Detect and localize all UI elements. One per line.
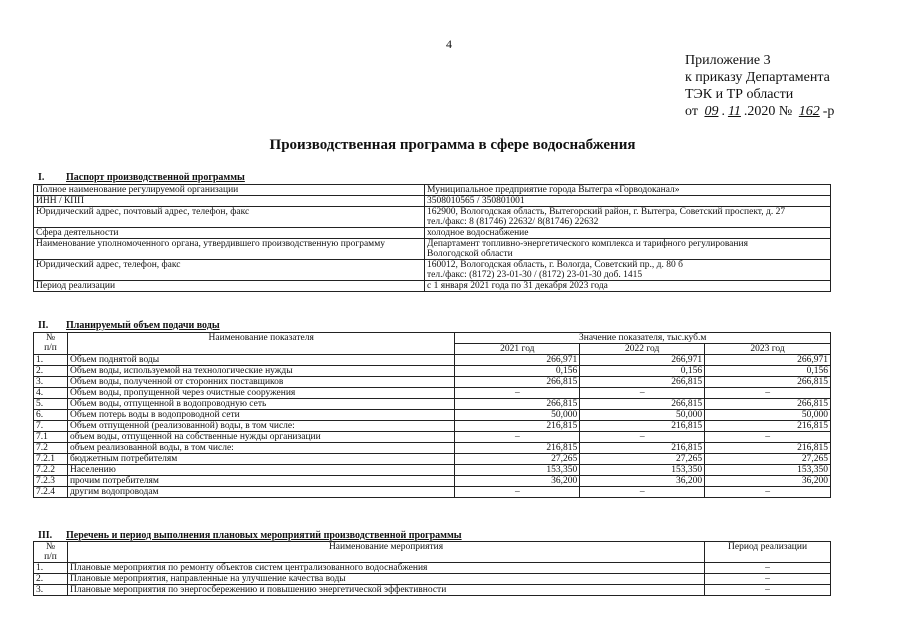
date-month: 11 [727, 104, 741, 119]
table-row [34, 585, 831, 596]
passport-table [33, 184, 831, 292]
row-name: Плановые мероприятия, направленные на улучшение качества воды [67, 574, 704, 585]
row-value: 153,350 [580, 465, 705, 476]
row-value: 266,971 [455, 355, 580, 366]
passport-value [425, 281, 831, 292]
table-row [34, 421, 831, 432]
row-value: – [705, 388, 831, 399]
passport-value-line2: тел./факс: (8172) 23-01-30 / (8172) 23-01-30 доб. 1415 [427, 270, 643, 280]
row-name: прочим потребителям [67, 476, 454, 487]
passport-value-line: 3508010565 / 350801001 [427, 196, 525, 206]
table-row [34, 410, 831, 421]
row-value: 0,156 [705, 366, 831, 377]
passport-value-line: 160012, Вологодская область, г. Вологда, Советский пр., д. 80 б [427, 260, 683, 270]
row-name: другим водопроводам [67, 487, 454, 498]
row-value: 0,156 [455, 366, 580, 377]
table-row [34, 207, 831, 228]
row-value: 266,815 [580, 399, 705, 410]
passport-label: Период реализации [34, 281, 425, 292]
row-value: 216,815 [705, 421, 831, 432]
section2-number: II. [38, 320, 49, 331]
row-number: 3. [34, 377, 68, 388]
row-name: бюджетным потребителям [67, 454, 454, 465]
passport-value [425, 185, 831, 196]
row-value: – [580, 487, 705, 498]
row-value: – [705, 432, 831, 443]
row-value: 27,265 [580, 454, 705, 465]
table-header-row [34, 542, 831, 563]
row-name: Плановые мероприятия по ремонту объектов систем централизованного водоснабжения [67, 563, 704, 574]
row-value: – [705, 487, 831, 498]
table-row [34, 366, 831, 377]
row-value: 216,815 [580, 421, 705, 432]
table-row [34, 388, 831, 399]
order-suffix: -р [822, 104, 835, 119]
table-row [34, 228, 831, 239]
row-value: 36,200 [455, 476, 580, 487]
row-value: 216,815 [580, 443, 705, 454]
row-value: 50,000 [705, 410, 831, 421]
table-header-row [34, 333, 831, 344]
passport-value-line: Департамент топливно-энергетического комплекса и тарифного регулирования [427, 239, 748, 249]
table-row [34, 432, 831, 443]
col-num-header: № п/п [34, 333, 68, 355]
measures-table [33, 541, 831, 596]
row-value: 27,265 [455, 454, 580, 465]
section3-heading [38, 530, 462, 541]
row-value: 266,971 [580, 355, 705, 366]
passport-value-line2: тел./факс: 8 (81746) 22632/ 8(81746) 22632 [427, 217, 599, 227]
table-row [34, 443, 831, 454]
row-name: объем реализованной воды, в том числе: [67, 443, 454, 454]
row-value: 266,815 [580, 377, 705, 388]
passport-value [425, 207, 831, 228]
row-name: Объем потерь воды в водопроводной сети [67, 410, 454, 421]
passport-label: Полное наименование регулируемой организации [34, 185, 425, 196]
order-number: 162 [798, 104, 820, 119]
passport-label: ИНН / КПП [34, 196, 425, 207]
row-value: 216,815 [455, 443, 580, 454]
passport-label: Наименование уполномоченного органа, утвердившего производственную программу [34, 239, 425, 260]
row-number: 3. [34, 585, 68, 596]
row-value: 50,000 [455, 410, 580, 421]
row-value: 216,815 [455, 421, 580, 432]
section3-title: Перечень и период выполнения плановых мероприятий производственной программы [66, 530, 462, 541]
table-row [34, 260, 831, 281]
col-num-header: № п/п [34, 542, 68, 563]
table-row [34, 185, 831, 196]
row-name: Объем поднятой воды [67, 355, 454, 366]
document-title: Производственная программа в сфере водоснабжения [269, 137, 636, 153]
appendix-line2: к приказу Департамента [685, 70, 830, 85]
table-row [34, 281, 831, 292]
passport-value [425, 239, 831, 260]
row-name: Объем воды, полученной от сторонних поставщиков [67, 377, 454, 388]
row-number: 2. [34, 574, 68, 585]
table-row [34, 196, 831, 207]
passport-value-line: 162900, Вологодская область, Вытегорский район, г. Вытегра, Советский проспект, д. 27 [427, 207, 786, 217]
row-value: 0,156 [580, 366, 705, 377]
passport-label: Сфера деятельности [34, 228, 425, 239]
row-name: Плановые мероприятия по энергосбережению и повышению энергетической эффективности [67, 585, 704, 596]
passport-value [425, 260, 831, 281]
table-row [34, 399, 831, 410]
row-value: 153,350 [705, 465, 831, 476]
row-value: 266,815 [705, 377, 831, 388]
passport-label: Юридический адрес, почтовый адрес, телефон, факс [34, 207, 425, 228]
passport-value [425, 196, 831, 207]
section2-title: Планируемый объем подачи воды [66, 320, 220, 331]
year-header: 2021 год [455, 344, 580, 355]
row-value: 36,200 [705, 476, 831, 487]
passport-value [425, 228, 831, 239]
appendix-date-line: от 09 . 11 .2020 № 162 -р [685, 104, 835, 119]
row-value: 266,815 [705, 399, 831, 410]
row-number: 2. [34, 366, 68, 377]
page-number: 4 [446, 37, 452, 51]
row-value: – [455, 487, 580, 498]
year-header: 2023 год [705, 344, 831, 355]
row-number: 5. [34, 399, 68, 410]
row-value: – [580, 432, 705, 443]
date-year: .2020 № [743, 104, 793, 119]
row-number: 6. [34, 410, 68, 421]
row-value: 266,815 [455, 377, 580, 388]
table-row [34, 377, 831, 388]
row-value: 266,971 [705, 355, 831, 366]
table-row [34, 563, 831, 574]
row-number: 7.1 [34, 432, 68, 443]
row-number: 4. [34, 388, 68, 399]
row-number: 1. [34, 563, 68, 574]
table-row [34, 487, 831, 498]
table-row [34, 355, 831, 366]
row-number: 7.2 [34, 443, 68, 454]
row-period: – [705, 574, 831, 585]
col-period-header: Период реализации [705, 542, 831, 563]
table-row [34, 574, 831, 585]
table-row [34, 454, 831, 465]
passport-value-line: с 1 января 2021 года по 31 декабря 2023 года [427, 281, 608, 291]
section3-number: III. [38, 530, 53, 541]
row-name: Объем воды, отпущенной в водопроводную сеть [67, 399, 454, 410]
table-row [34, 465, 831, 476]
section1-heading [38, 172, 245, 183]
row-period: – [705, 563, 831, 574]
section2-heading [38, 320, 220, 331]
col-name-header: Наименование мероприятия [67, 542, 704, 563]
row-value: 50,000 [580, 410, 705, 421]
row-number: 1. [34, 355, 68, 366]
row-number: 7. [34, 421, 68, 432]
col-value-header: Значение показателя, тыс.куб.м [455, 333, 831, 344]
date-prefix: от [685, 104, 698, 119]
row-name: Объем отпущенной (реализованной) воды, в том числе: [67, 421, 454, 432]
year-header: 2022 год [580, 344, 705, 355]
passport-value-line2: Вологодской области [427, 249, 513, 259]
row-value: 27,265 [705, 454, 831, 465]
passport-label: Юридический адрес, телефон, факс [34, 260, 425, 281]
row-value: 153,350 [455, 465, 580, 476]
row-number: 7.2.2 [34, 465, 68, 476]
row-name: объем воды, отпущенной на собственные нужды организации [67, 432, 454, 443]
row-name: Объем воды, используемой на технологические нужды [67, 366, 454, 377]
date-day: 09 [704, 104, 719, 119]
col-name-header: Наименование показателя [67, 333, 454, 355]
appendix-line1: Приложение 3 [685, 53, 771, 68]
row-value: – [455, 432, 580, 443]
row-value: – [455, 388, 580, 399]
section1-number: I. [38, 172, 45, 183]
row-name: Населению [67, 465, 454, 476]
row-value: 216,815 [705, 443, 831, 454]
row-number: 7.2.3 [34, 476, 68, 487]
table-row [34, 239, 831, 260]
row-number: 7.2.4 [34, 487, 68, 498]
row-value: 36,200 [580, 476, 705, 487]
passport-value-line: Муниципальное предприятие города Вытегра «Горводоканал» [427, 185, 680, 195]
water-volume-table [33, 332, 831, 498]
table-row [34, 476, 831, 487]
row-value: – [580, 388, 705, 399]
passport-value-line: холодное водоснабжение [427, 228, 529, 238]
row-period: – [705, 585, 831, 596]
row-value: 266,815 [455, 399, 580, 410]
appendix-line3: ТЭК и ТР области [685, 87, 794, 102]
row-number: 7.2.1 [34, 454, 68, 465]
section1-title: Паспорт производственной программы [66, 172, 245, 183]
appendix-block [685, 52, 834, 120]
row-name: Объем воды, пропущенной через очистные сооружения [67, 388, 454, 399]
